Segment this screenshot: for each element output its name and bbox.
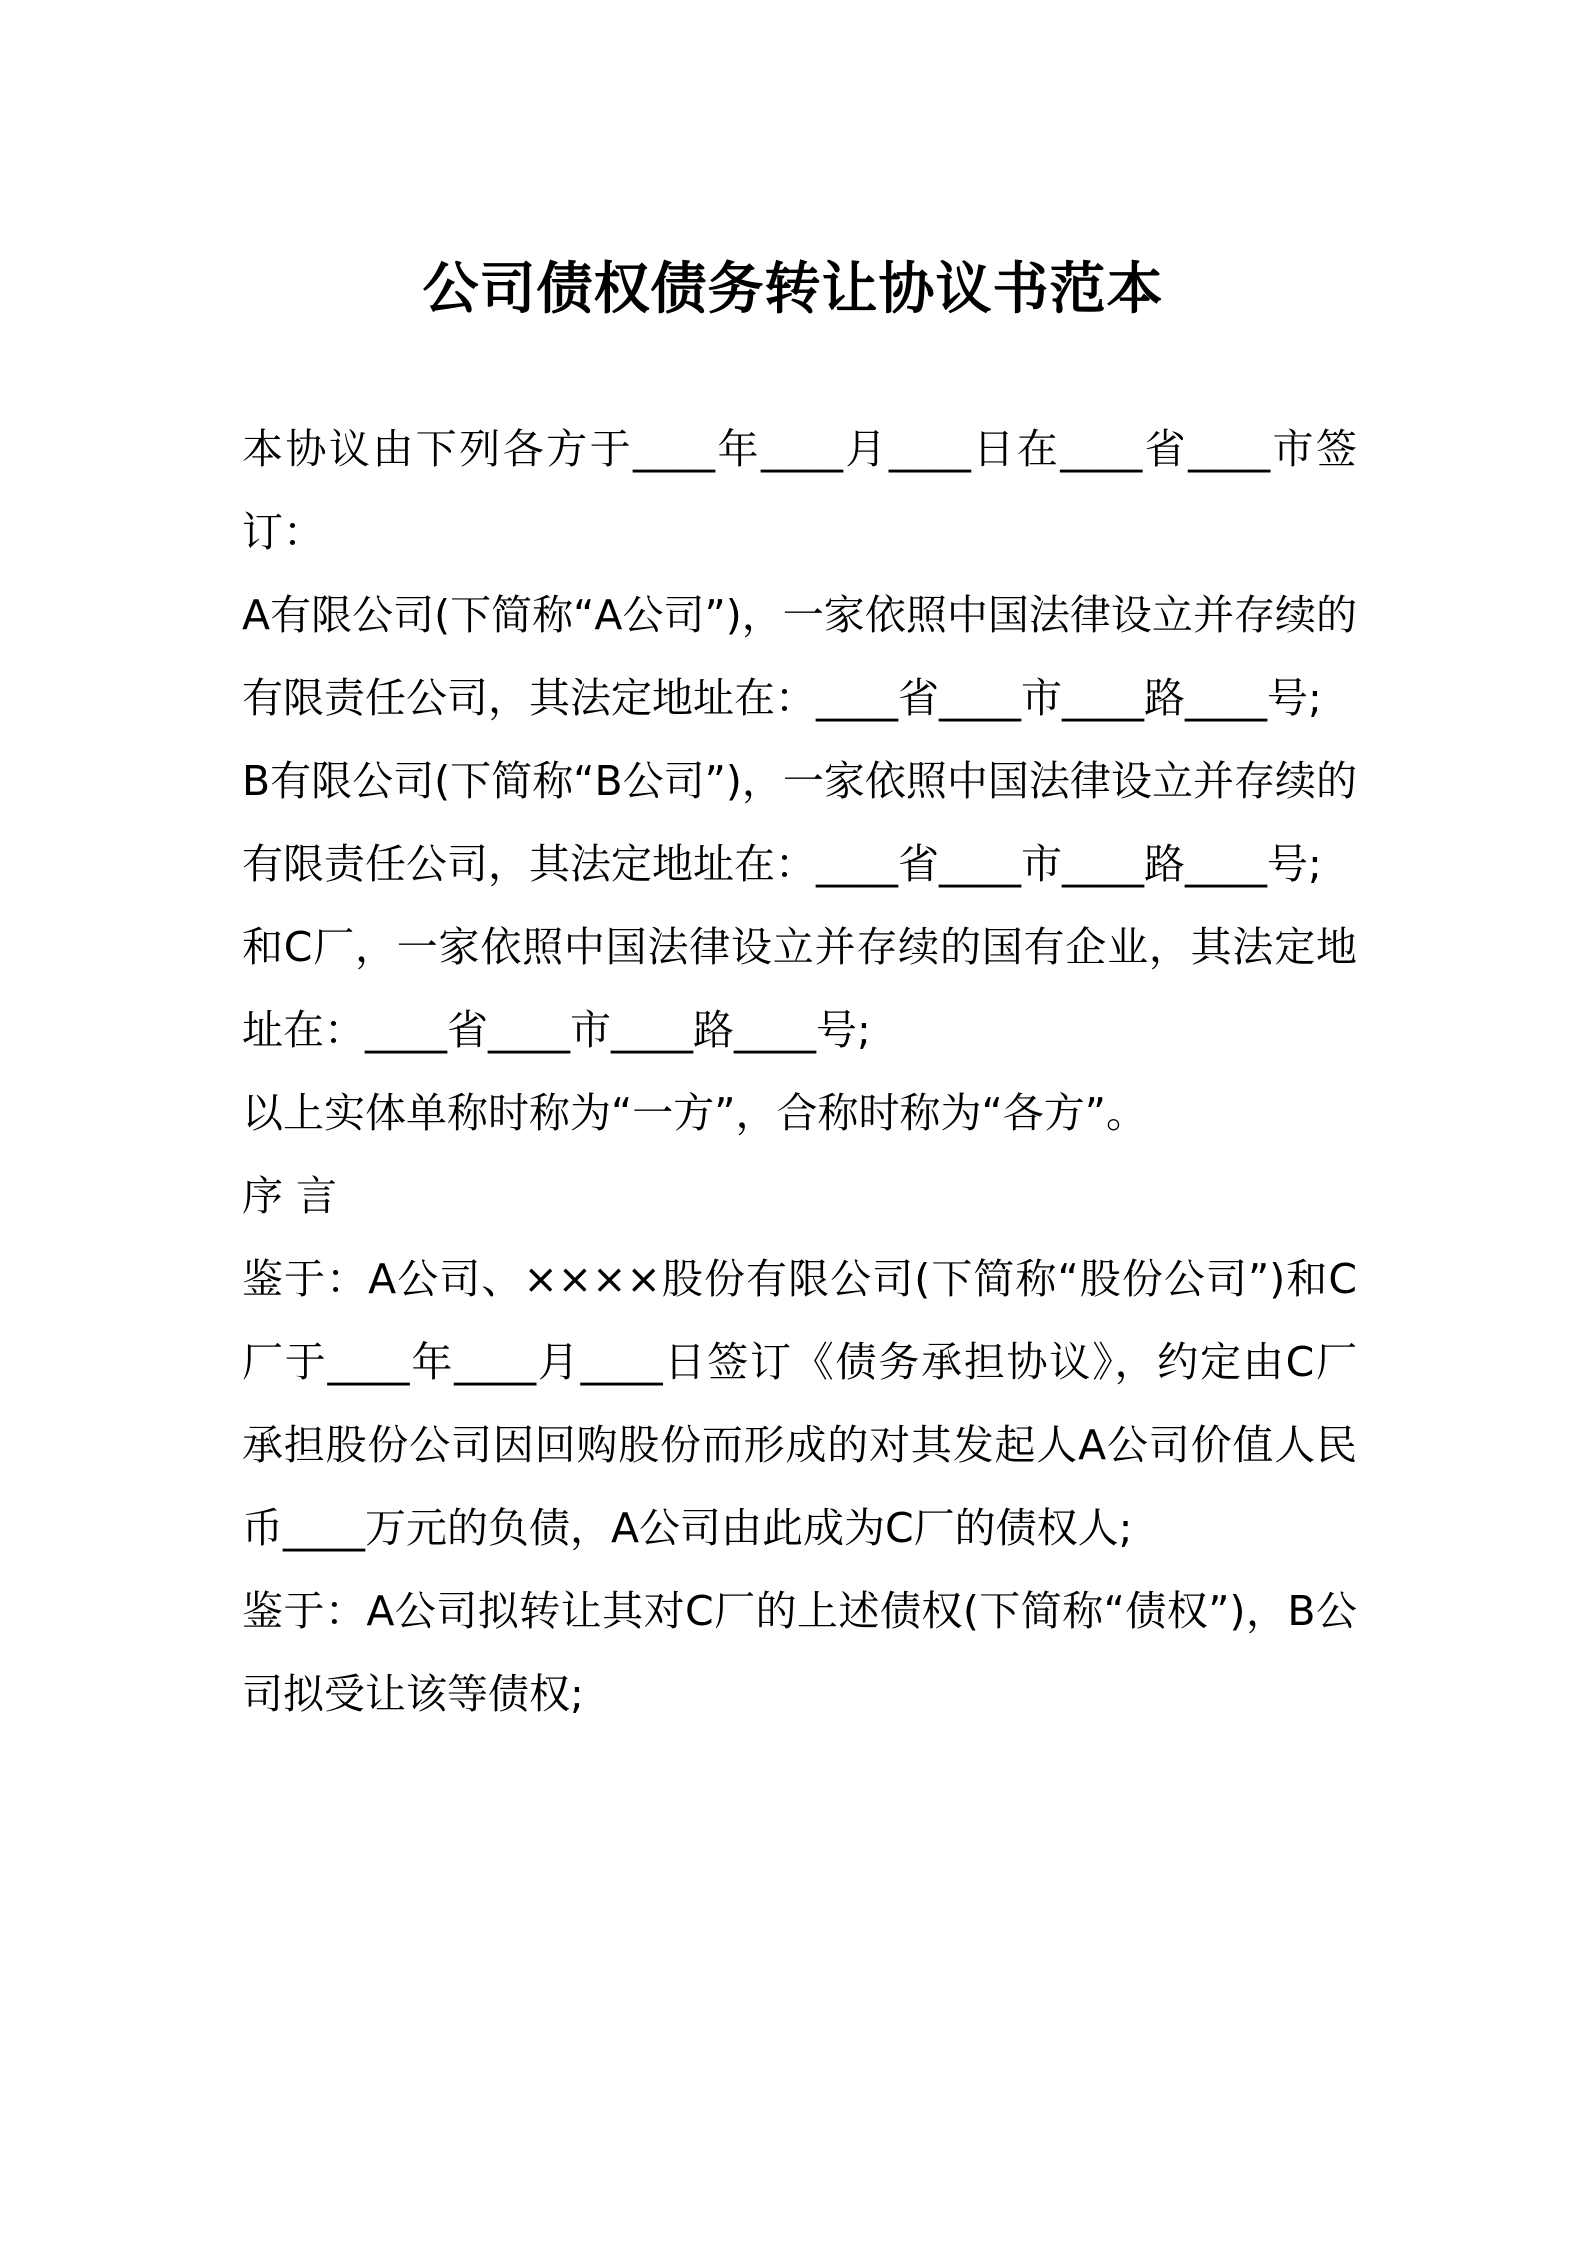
party-c-paragraph: 和C厂，一家依照中国法律设立并存续的国有企业，其法定地址在：____省____市____路____号; [242, 923, 1357, 1054]
document-title: 公司债权债务转让协议书范本 [422, 257, 1164, 322]
party-a-paragraph: A有限公司(下简称“A公司”)，一家依照中国法律设立并存续的有限责任公司，其法定地址在：____省____市____路____号; [242, 591, 1357, 722]
document-body [242, 408, 1357, 1736]
party-b-paragraph: B有限公司(下简称“B公司”)，一家依照中国法律设立并存续的有限责任公司，其法定地址在：____省____市____路____号; [242, 757, 1357, 888]
definitions-paragraph: 以上实体单称时称为“一方”，合称时称为“各方”。 [242, 1089, 1147, 1137]
signing-paragraph: 本协议由下列各方于____年____月____日在____省____市签订： [242, 425, 1357, 556]
preamble-heading: 序 言 [242, 1172, 338, 1220]
recital-1-paragraph: 鉴于：A公司、××××股份有限公司(下简称“股份公司”)和C厂于____年____月____日签订《债务承担协议》，约定由C厂承担股份公司因回购股份而形成的对其发起人A公司价值人民币____万元的负债，A公司由此成为C厂的债权人; [242, 1255, 1357, 1552]
recital-2-paragraph: 鉴于：A公司拟转让其对C厂的上述债权(下简称“债权”)，B公司拟受让该等债权; [242, 1587, 1357, 1718]
